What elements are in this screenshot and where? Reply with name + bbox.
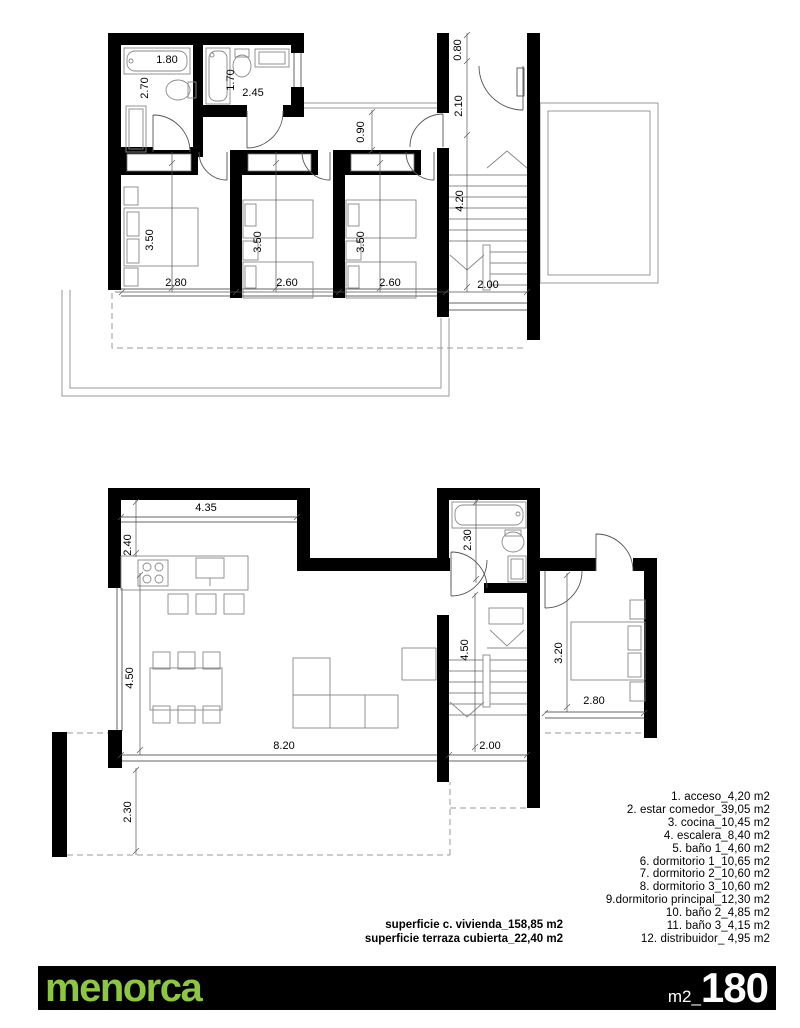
legend-item: 10. baño 2_4,85 m2 <box>665 907 770 920</box>
legend-item: 12. distribuidor_ 4,95 m2 <box>640 932 770 945</box>
surface-totals <box>365 919 563 946</box>
upper-bath-fixtures <box>124 48 289 152</box>
lower-stairs <box>449 608 527 717</box>
dim-label: 0.80 <box>452 39 464 61</box>
dim-label: 3.50 <box>355 231 367 253</box>
dim-label: 1.70 <box>225 69 237 91</box>
surface-line-terraza: superficie terraza cubierta_22,40 m2 <box>364 932 563 945</box>
dim-label: 2.60 <box>379 277 401 289</box>
lower-walls <box>52 488 657 857</box>
dim-label: 2.80 <box>165 277 187 289</box>
dim-label: 2.60 <box>276 277 298 289</box>
upper-windows <box>121 53 527 310</box>
dim-label: 0.90 <box>355 121 367 143</box>
lower-dimension-lines <box>118 499 647 855</box>
dim-label: 1.80 <box>156 54 178 66</box>
upper-wardrobes <box>127 154 414 171</box>
dim-label: 2.40 <box>122 534 134 556</box>
dim-label: 2.00 <box>479 740 501 752</box>
lower-roof-dashed <box>67 733 657 855</box>
brand-logo: menorca <box>45 966 202 1010</box>
surface-line-vivienda: superficie c. vivienda_158,85 m2 <box>385 919 563 931</box>
upper-floor-plan <box>62 32 658 396</box>
area-value: 180 <box>700 964 768 1011</box>
room-legend <box>606 791 770 946</box>
legend-item: 7. dormitorio 2_10,60 m2 <box>639 868 770 881</box>
upper-roof-dashed <box>112 293 527 348</box>
legend-item: 6. dormitorio 1_10,65 m2 <box>639 855 770 868</box>
dim-label: 2.10 <box>453 95 465 117</box>
dim-label: 2.30 <box>462 529 474 551</box>
legend-item: 3. cocina_10,45 m2 <box>667 816 770 829</box>
lower-windows <box>117 517 644 761</box>
dim-label: 4.35 <box>195 502 217 514</box>
dim-label: 3.50 <box>252 231 264 253</box>
dim-label: 4.50 <box>459 639 471 661</box>
upper-walls <box>108 33 540 340</box>
footer-bar <box>38 966 776 1010</box>
legend-item: 5. baño 1_4,60 m2 <box>672 842 770 855</box>
dim-label: 2.80 <box>583 695 605 707</box>
lower-master-bed <box>571 600 645 701</box>
dim-label: 4.20 <box>454 190 466 212</box>
dim-label: 2.00 <box>477 279 499 291</box>
dim-label: 8.20 <box>273 740 295 752</box>
dim-label: 2.30 <box>122 801 134 823</box>
lower-living-furniture <box>150 648 436 728</box>
area-unit-label: m2_ <box>667 987 701 1006</box>
upper-stairs <box>449 151 527 290</box>
dim-label: 3.50 <box>144 229 156 251</box>
dim-label: 3.20 <box>553 642 565 664</box>
dim-label: 2.45 <box>242 87 264 99</box>
legend-item: 2. estar comedor_39,05 m2 <box>626 803 770 816</box>
lower-floor-plan <box>52 488 657 857</box>
legend-item: 4. escalera_8,40 m2 <box>663 829 770 842</box>
legend-item: 1. acceso_4,20 m2 <box>671 791 770 803</box>
legend-item: 9.dormitorio principal_12,30 m2 <box>605 894 770 907</box>
dim-label: 2.70 <box>139 77 151 99</box>
legend-item: 11. baño 3_4,15 m2 <box>666 920 770 933</box>
model-area <box>667 964 768 1011</box>
dim-label: 4.50 <box>124 667 136 689</box>
legend-item: 8. dormitorio 3_10,60 m2 <box>639 881 770 894</box>
